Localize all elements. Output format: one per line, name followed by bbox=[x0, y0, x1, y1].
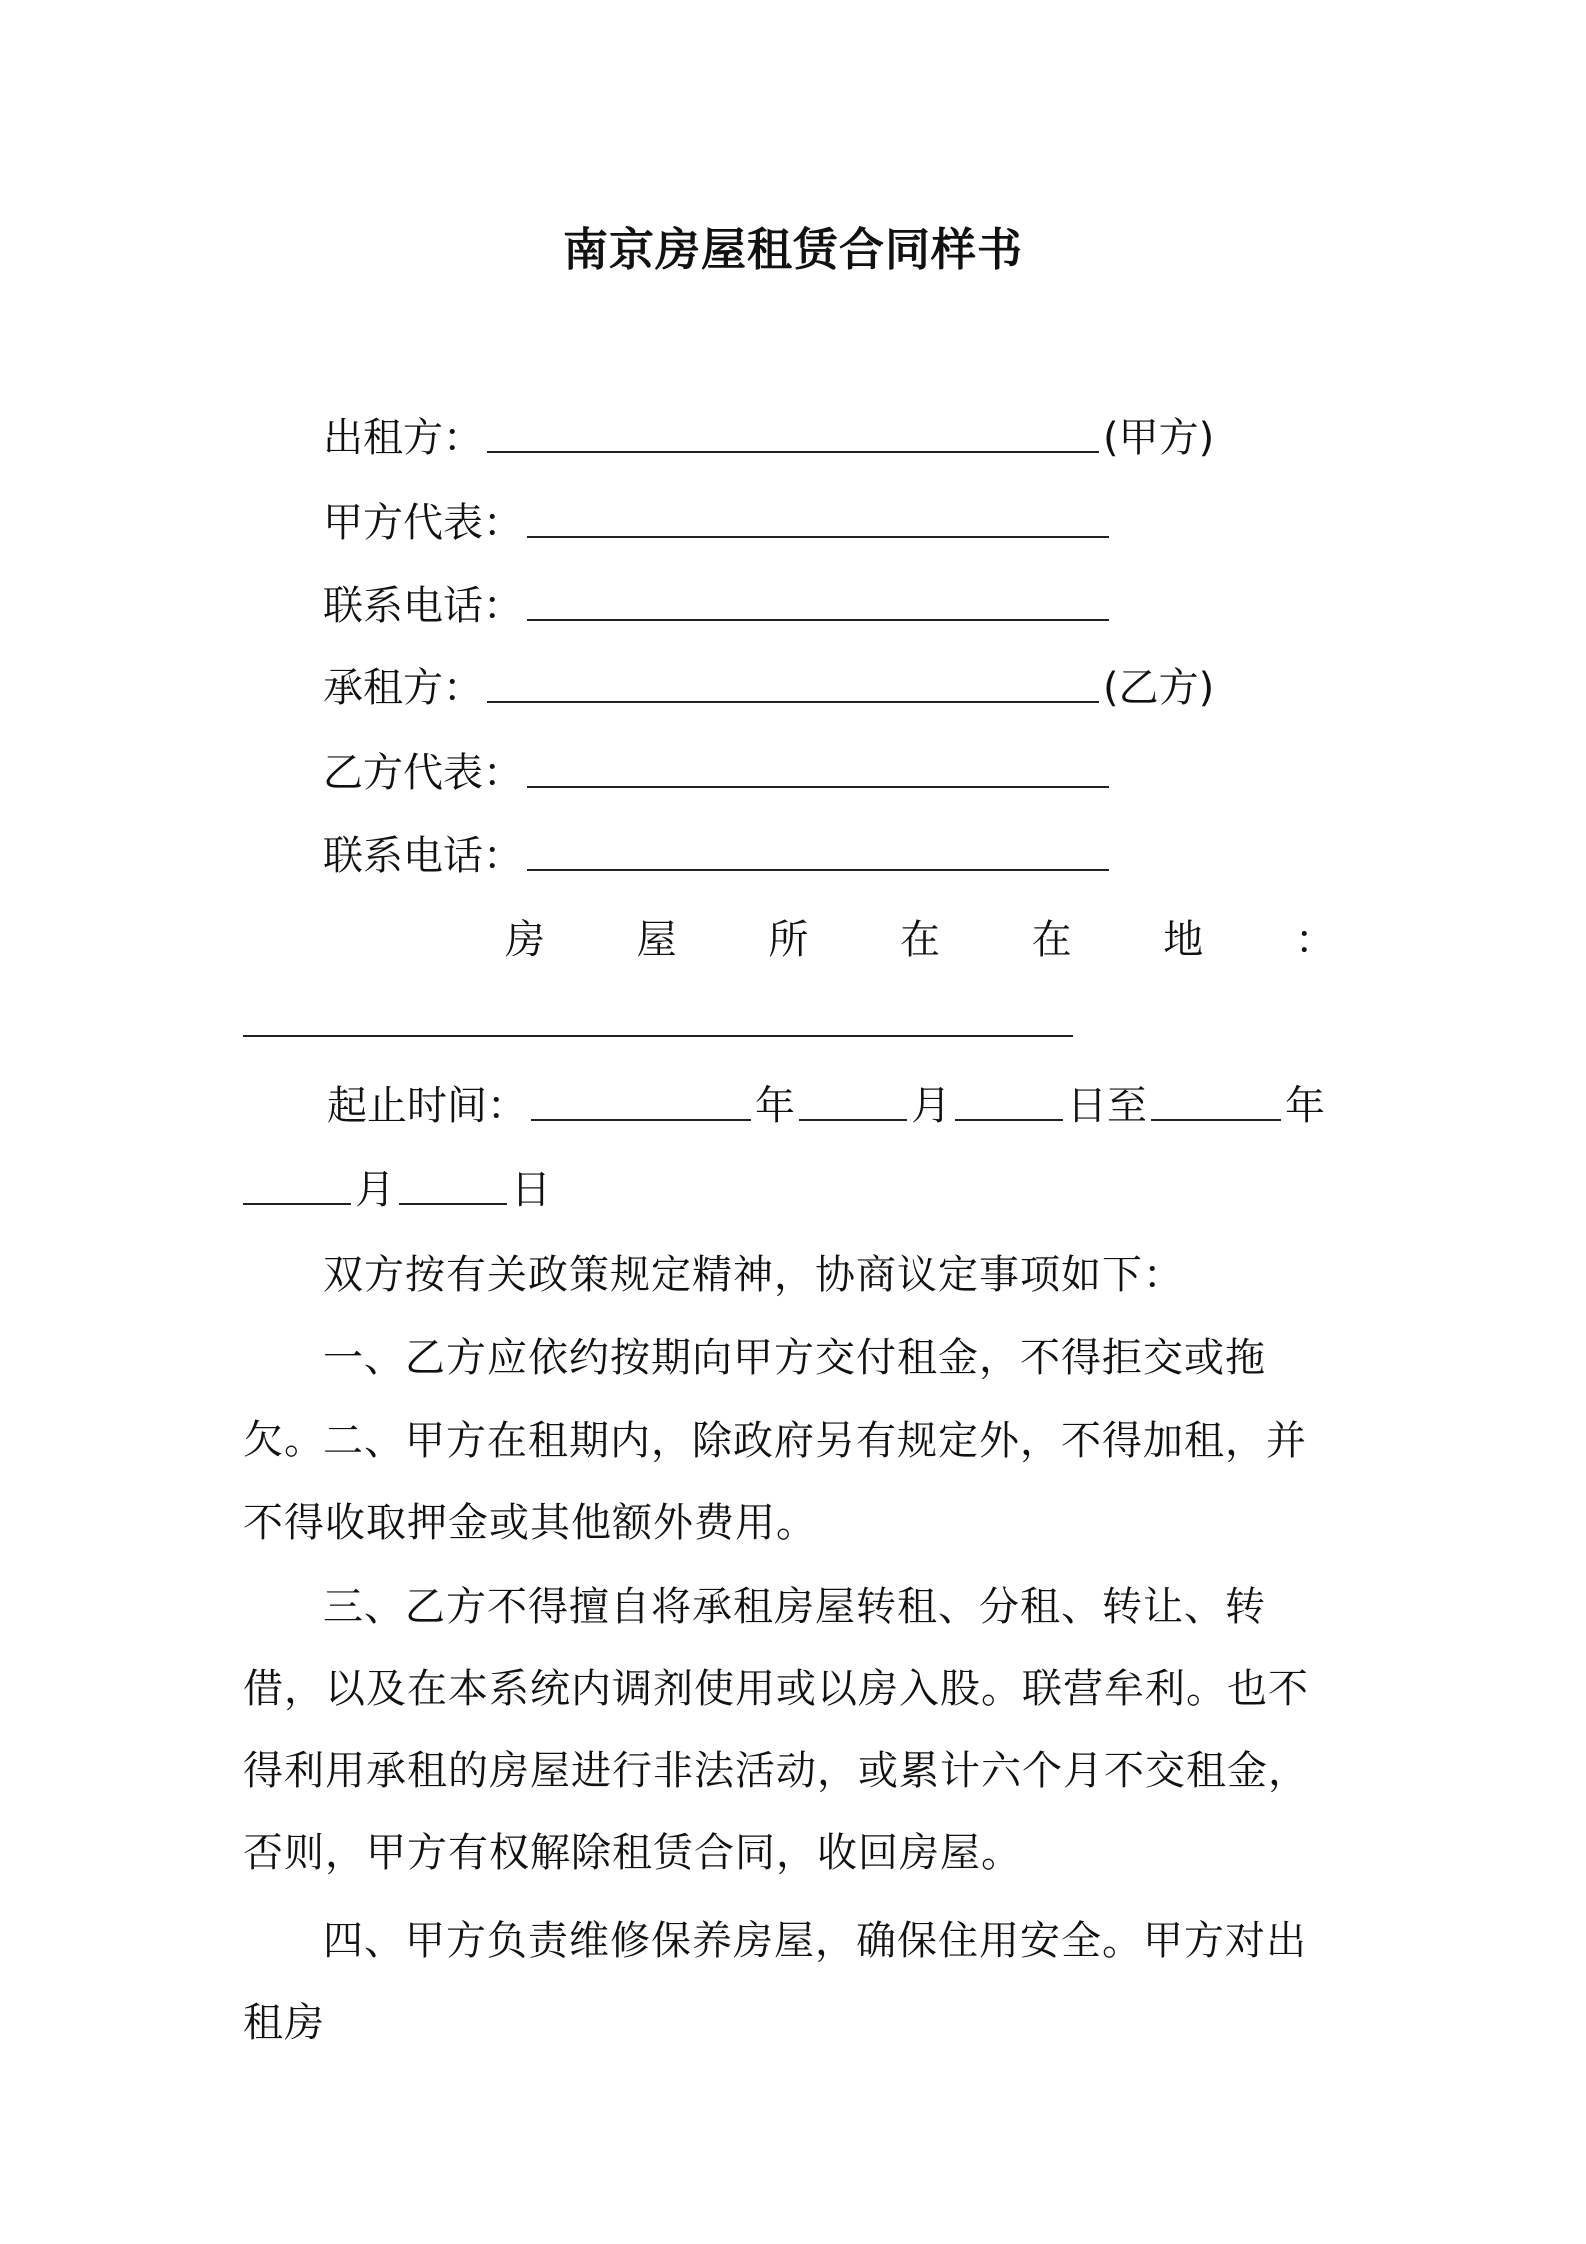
location-char: 在 bbox=[1031, 917, 1072, 963]
party-a-phone-label: 联系电话： bbox=[323, 583, 523, 629]
term-day-to: 日至 bbox=[1067, 1083, 1147, 1129]
clause-4: 四、甲方负责维修保养房屋，确保住用安全。甲方对出租房 bbox=[243, 1918, 1307, 2046]
term-year2: 年 bbox=[1285, 1083, 1325, 1129]
party-b-rep-line bbox=[323, 733, 1113, 813]
term-month1: 月 bbox=[911, 1083, 951, 1129]
clause-2: 二、甲方在租期内，除政府另有规定外，不得加租，并不得收取押金或其他额外费用。 bbox=[243, 1418, 1307, 1546]
term-line-continued bbox=[243, 1150, 551, 1230]
term-day2: 日 bbox=[511, 1167, 551, 1213]
location-char: 所 bbox=[768, 917, 809, 963]
term-start-year-blank[interactable] bbox=[531, 1119, 751, 1121]
lessor-line bbox=[323, 398, 1214, 478]
lessor-suffix: (甲方) bbox=[1103, 415, 1215, 461]
clause-1: 一、乙方应依约按期向甲方交付租金，不得拒交或拖欠。 bbox=[243, 1335, 1266, 1463]
party-b-phone-blank[interactable] bbox=[527, 869, 1109, 871]
term-start-month-blank[interactable] bbox=[799, 1119, 907, 1121]
term-end-day-blank[interactable] bbox=[399, 1203, 507, 1205]
lessee-blank[interactable] bbox=[487, 701, 1099, 703]
term-end-month-blank[interactable] bbox=[243, 1203, 351, 1205]
location-char: 房 bbox=[505, 917, 545, 963]
lessee-label: 承租方： bbox=[323, 665, 483, 711]
intro-paragraph: 双方按有关政策规定精神，协商议定事项如下： bbox=[323, 1252, 1184, 1298]
term-end-year-blank[interactable] bbox=[1151, 1119, 1281, 1121]
location-char: 地 bbox=[1163, 917, 1204, 963]
lessee-line bbox=[323, 648, 1214, 728]
party-b-rep-blank[interactable] bbox=[527, 786, 1109, 788]
term-month2: 月 bbox=[355, 1167, 395, 1213]
party-b-phone-label: 联系电话： bbox=[323, 833, 523, 879]
party-a-phone-line bbox=[323, 566, 1113, 646]
document-title: 南京房屋租赁合同样书 bbox=[562, 223, 1023, 276]
location-char: 屋 bbox=[636, 917, 677, 963]
party-b-phone-line bbox=[323, 816, 1113, 896]
location-char: 在 bbox=[899, 917, 940, 963]
lessor-blank[interactable] bbox=[487, 451, 1099, 453]
term-year1: 年 bbox=[755, 1083, 795, 1129]
term-label: 起止时间： bbox=[327, 1083, 527, 1129]
party-b-rep-label: 乙方代表： bbox=[323, 750, 523, 796]
location-char: ： bbox=[1294, 917, 1335, 963]
party-a-rep-label: 甲方代表： bbox=[323, 500, 523, 546]
party-a-phone-blank[interactable] bbox=[527, 619, 1109, 621]
clause-3: 三、乙方不得擅自将承租房屋转租、分租、转让、转借，以及在本系统内调剂使用或以房入股。联营牟利。也不得利用承租的房屋进行非法活动，或累计六个月不交租金，否则，甲方有权解除租赁合同，收回房屋。 bbox=[243, 1584, 1309, 1876]
location-label bbox=[505, 900, 1335, 980]
location-blank[interactable] bbox=[243, 1035, 1073, 1037]
term-start-day-blank[interactable] bbox=[955, 1119, 1063, 1121]
lessee-suffix: (乙方) bbox=[1103, 665, 1215, 711]
term-line bbox=[327, 1066, 1325, 1146]
party-a-rep-line bbox=[323, 483, 1113, 563]
location-line bbox=[243, 982, 1073, 1062]
lessor-label: 出租方： bbox=[323, 415, 483, 461]
party-a-rep-blank[interactable] bbox=[527, 536, 1109, 538]
